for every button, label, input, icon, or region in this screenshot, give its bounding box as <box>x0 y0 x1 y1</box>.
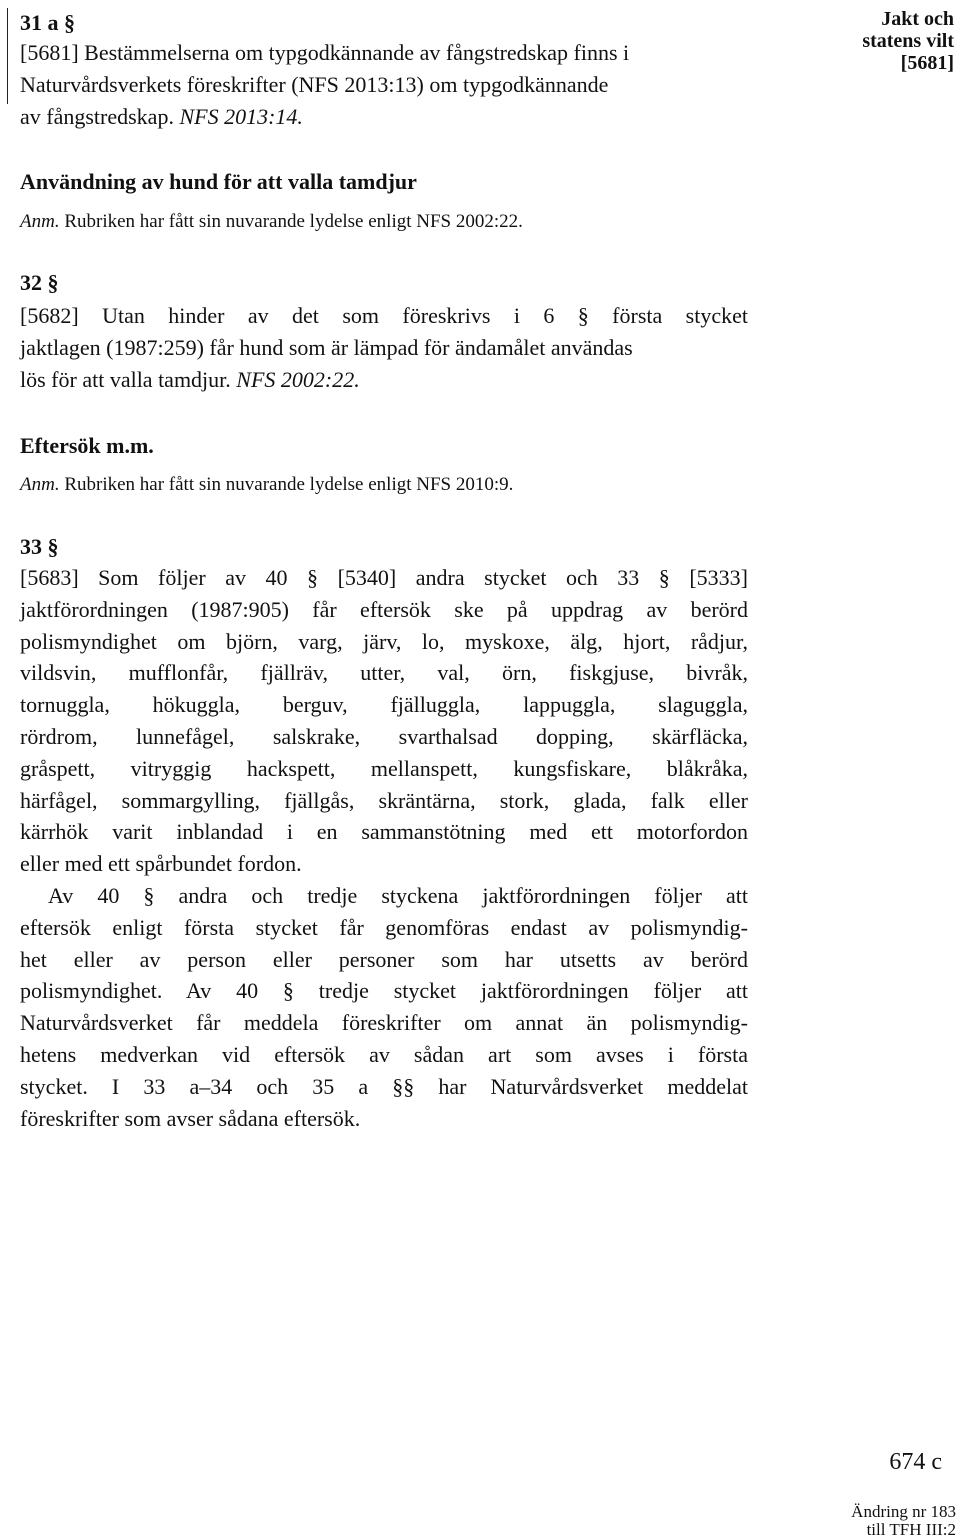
heading-hund: Användning av hund för att valla tamdjur <box>20 169 417 194</box>
paragraph-line: föreskrifter som avser sådana eftersök. <box>20 1105 361 1131</box>
paragraph-line: [5681] Bestämmelserna om typgodkännande av fångstredskap finns i <box>20 40 630 65</box>
running-header <box>862 8 954 74</box>
paragraph-line: kärrhök varit inblandad i en sammanstötning med ett motorfordon <box>20 819 748 845</box>
anm-label: Anm. <box>20 211 60 232</box>
paragraph-line: jaktlagen (1987:259) får hund som är lämpad för ändamålet användas <box>20 334 633 360</box>
paragraph-line: Av 40 § andra och tredje styckena jaktförordningen följer att <box>48 882 748 908</box>
paragraph-line: eller med ett spårbundet fordon. <box>20 851 302 877</box>
paragraph-line: härfågel, sommargylling, fjällgås, skräntärna, stork, glada, falk eller <box>20 787 748 813</box>
annotation-hund <box>20 210 523 234</box>
margin-rule <box>7 8 8 104</box>
section-33-number: 33 § <box>20 534 59 559</box>
paragraph-line: polismyndighet om björn, varg, järv, lo, myskoxe, älg, hjort, rådjur, <box>20 628 748 654</box>
paragraph-line: tornuggla, hökuggla, berguv, fjälluggla, lappuggla, slaguggla, <box>20 692 748 718</box>
annotation-eftersok <box>20 473 513 497</box>
heading-eftersok: Eftersök m.m. <box>20 433 154 458</box>
paragraph-line-text: av fångstredskap. <box>20 103 174 129</box>
paragraph-line: [5682] Utan hinder av det som föreskrivs i 6 § första stycket <box>20 303 748 328</box>
nfs-citation: NFS 2013:14. <box>179 103 303 129</box>
paragraph-line: polismyndighet. Av 40 § tredje stycket jaktförordningen följer att <box>20 978 748 1004</box>
paragraph-line: jaktförordningen (1987:905) får eftersök ske på uppdrag av berörd <box>20 596 748 622</box>
section-32-number: 32 § <box>20 270 59 295</box>
paragraph-line: Naturvårdsverkets föreskrifter (NFS 2013:13) om typgodkännande <box>20 71 609 97</box>
section-31a-text <box>20 37 748 132</box>
page-number: 674 c <box>889 1449 942 1475</box>
amendment-line1: Ändring nr 183 <box>851 1502 956 1521</box>
paragraph-line: rördrom, lunnefågel, salskrake, svarthalsad dopping, skärfläcka, <box>20 723 748 749</box>
paragraph-line <box>20 364 748 396</box>
section-33-text <box>20 562 748 1134</box>
anm-text: Rubriken har fått sin nuvarande lydelse enligt NFS 2010:9. <box>59 474 514 495</box>
amendment-line2: till TFH III:2 <box>866 1520 956 1539</box>
paragraph-line: eftersök enligt första stycket får genomföras endast av polismyndig- <box>20 914 748 940</box>
section-31a-number: 31 a § <box>20 10 75 35</box>
paragraph-line: het eller av person eller personer som har utsetts av berörd <box>20 946 748 972</box>
paragraph-line: stycket. I 33 a–34 och 35 a §§ har Naturvårdsverket meddelat <box>20 1073 748 1099</box>
paragraph-line-text: lös för att valla tamdjur. <box>20 366 231 392</box>
header-ref: [5681] <box>900 52 954 74</box>
paragraph-line: Naturvårdsverket får meddela föreskrifter om annat än polismyndig- <box>20 1010 748 1036</box>
paragraph-line: hetens medverkan vid eftersök av sådan art som avses i första <box>20 1041 748 1067</box>
paragraph-line: [5683] Som följer av 40 § [5340] andra stycket och 33 § [5333] <box>20 565 748 590</box>
amendment-note <box>851 1503 956 1539</box>
anm-text: Rubriken har fått sin nuvarande lydelse enligt NFS 2002:22. <box>59 211 523 232</box>
nfs-citation: NFS 2002:22. <box>236 366 360 392</box>
anm-label: Anm. <box>20 474 60 495</box>
paragraph-line: vildsvin, mufflonfår, fjällräv, utter, val, örn, fiskgjuse, bivråk, <box>20 660 748 686</box>
section-32-text <box>20 300 748 395</box>
paragraph-line: gråspett, vitryggig hackspett, mellanspett, kungsfiskare, blåkråka, <box>20 755 748 781</box>
header-title-line1: Jakt och <box>881 8 954 30</box>
header-title-line2: statens vilt <box>862 30 954 52</box>
paragraph-line <box>20 101 748 133</box>
